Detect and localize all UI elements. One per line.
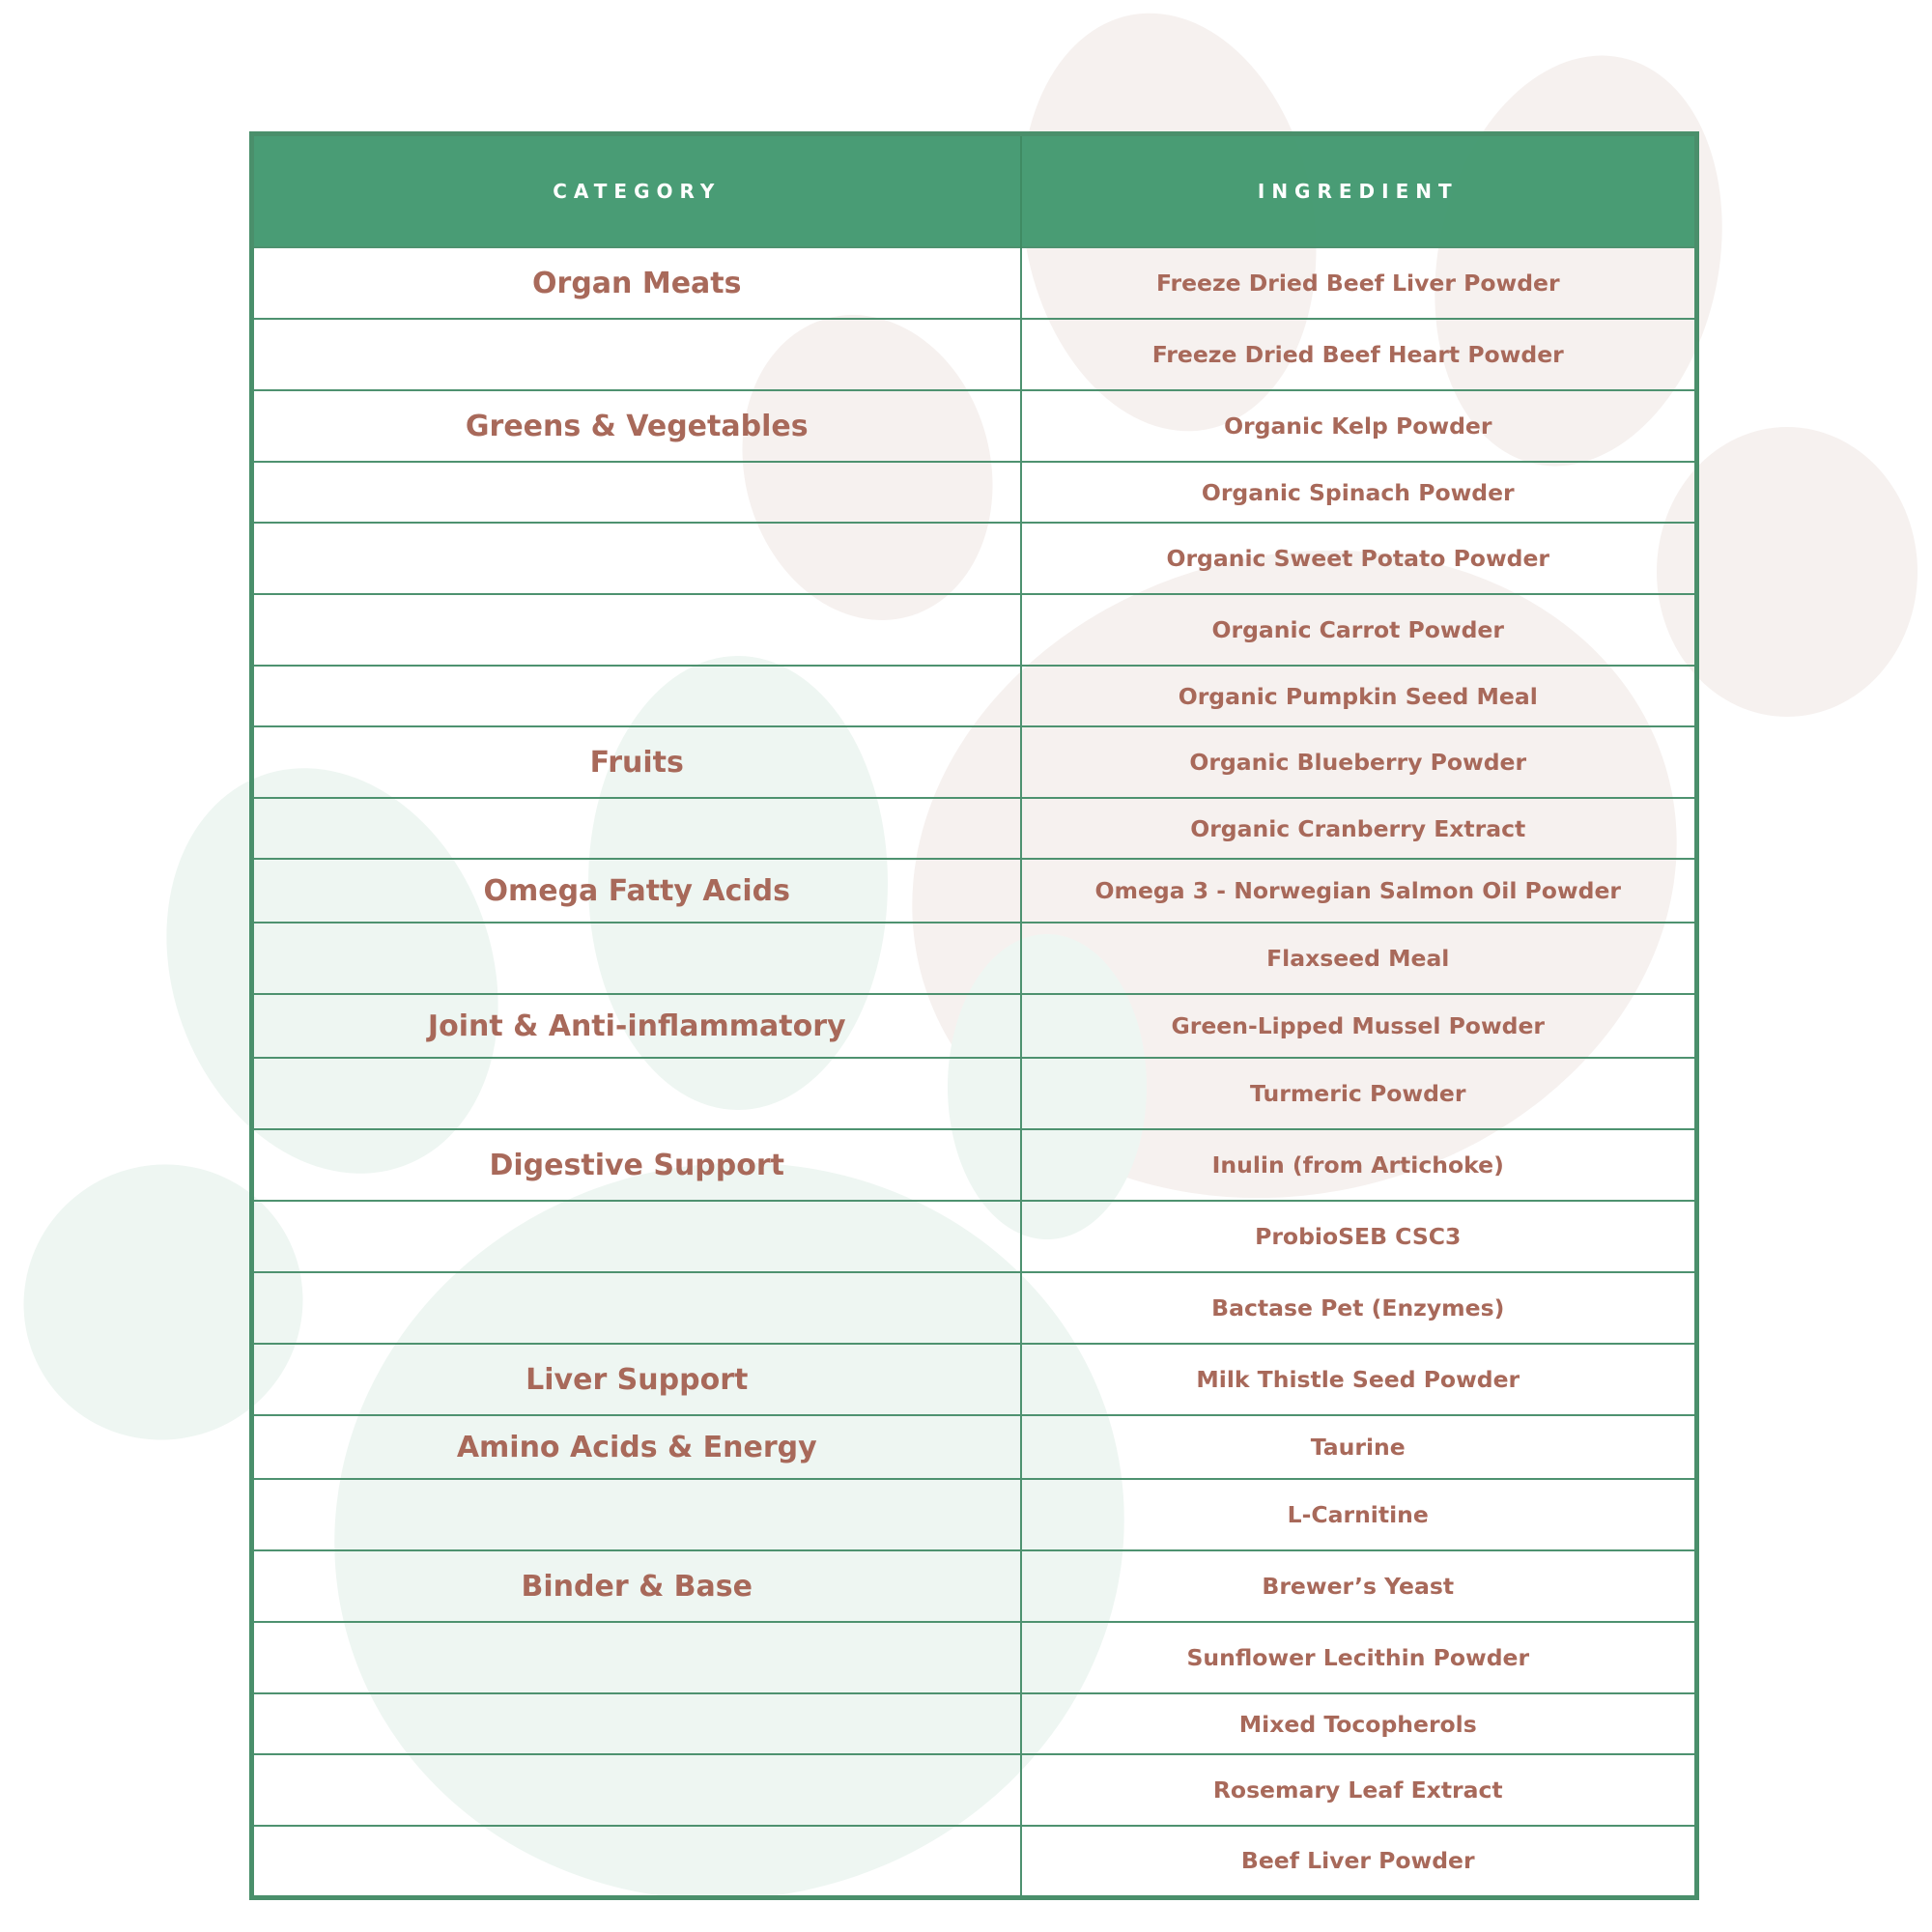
category-cell	[252, 798, 1021, 859]
ingredient-cell: L-Carnitine	[1021, 1479, 1697, 1550]
table-row	[252, 1272, 1697, 1344]
category-cell: Binder & Base	[252, 1550, 1021, 1622]
table-row	[252, 1826, 1697, 1897]
category-cell: Joint & Anti-inflammatory	[252, 994, 1021, 1058]
ingredient-cell: Organic Cranberry Extract	[1021, 798, 1697, 859]
table-row	[252, 462, 1697, 523]
table-row	[252, 1415, 1697, 1479]
table-row	[252, 1479, 1697, 1550]
table-row	[252, 994, 1697, 1058]
ingredient-cell: Organic Spinach Powder	[1021, 462, 1697, 523]
table-row	[252, 1129, 1697, 1201]
ingredient-table-container	[249, 131, 1694, 1900]
table-row	[252, 390, 1697, 462]
category-cell: Organ Meats	[252, 247, 1021, 319]
ingredient-cell: Mixed Tocopherols	[1021, 1693, 1697, 1754]
table-row	[252, 1058, 1697, 1129]
category-cell	[252, 666, 1021, 726]
ingredient-cell: Organic Pumpkin Seed Meal	[1021, 666, 1697, 726]
category-cell: Digestive Support	[252, 1129, 1021, 1201]
category-cell	[252, 1622, 1021, 1693]
ingredient-cell: Green-Lipped Mussel Powder	[1021, 994, 1697, 1058]
ingredient-cell: Flaxseed Meal	[1021, 923, 1697, 994]
category-cell	[252, 1826, 1021, 1897]
category-cell	[252, 1754, 1021, 1826]
category-cell	[252, 594, 1021, 666]
category-cell	[252, 462, 1021, 523]
category-cell	[252, 523, 1021, 594]
table-row	[252, 798, 1697, 859]
category-cell	[252, 923, 1021, 994]
ingredient-cell: ProbioSEB CSC3	[1021, 1201, 1697, 1272]
column-header-category: CATEGORY	[252, 134, 1021, 248]
ingredient-cell: Organic Sweet Potato Powder	[1021, 523, 1697, 594]
column-header-ingredient: INGREDIENT	[1021, 134, 1697, 248]
table-row	[252, 1550, 1697, 1622]
table-header	[252, 134, 1697, 248]
table-row	[252, 1201, 1697, 1272]
category-cell: Omega Fatty Acids	[252, 859, 1021, 923]
table-row	[252, 1622, 1697, 1693]
table-header-row	[252, 134, 1697, 248]
ingredient-cell: Omega 3 - Norwegian Salmon Oil Powder	[1021, 859, 1697, 923]
ingredient-cell: Bactase Pet (Enzymes)	[1021, 1272, 1697, 1344]
ingredient-cell: Rosemary Leaf Extract	[1021, 1754, 1697, 1826]
category-cell	[252, 1272, 1021, 1344]
ingredient-cell: Milk Thistle Seed Powder	[1021, 1344, 1697, 1415]
table-row	[252, 1344, 1697, 1415]
category-cell	[252, 1479, 1021, 1550]
category-cell	[252, 1201, 1021, 1272]
table-row	[252, 1693, 1697, 1754]
table-row	[252, 523, 1697, 594]
ingredient-cell: Brewer’s Yeast	[1021, 1550, 1697, 1622]
category-cell	[252, 1058, 1021, 1129]
category-cell	[252, 319, 1021, 390]
ingredient-cell: Beef Liver Powder	[1021, 1826, 1697, 1897]
table-row	[252, 594, 1697, 666]
ingredient-cell: Turmeric Powder	[1021, 1058, 1697, 1129]
ingredient-cell: Organic Carrot Powder	[1021, 594, 1697, 666]
category-cell: Amino Acids & Energy	[252, 1415, 1021, 1479]
ingredient-table	[249, 131, 1699, 1900]
category-cell: Fruits	[252, 726, 1021, 798]
table-row	[252, 726, 1697, 798]
table-body	[252, 247, 1697, 1897]
table-row	[252, 319, 1697, 390]
table-row	[252, 666, 1697, 726]
table-row	[252, 247, 1697, 319]
table-row	[252, 923, 1697, 994]
category-cell: Liver Support	[252, 1344, 1021, 1415]
ingredient-cell: Inulin (from Artichoke)	[1021, 1129, 1697, 1201]
category-cell: Greens & Vegetables	[252, 390, 1021, 462]
ingredient-cell: Sunflower Lecithin Powder	[1021, 1622, 1697, 1693]
category-cell	[252, 1693, 1021, 1754]
table-row	[252, 1754, 1697, 1826]
ingredient-cell: Taurine	[1021, 1415, 1697, 1479]
ingredient-cell: Freeze Dried Beef Heart Powder	[1021, 319, 1697, 390]
ingredient-cell: Organic Blueberry Powder	[1021, 726, 1697, 798]
ingredient-cell: Organic Kelp Powder	[1021, 390, 1697, 462]
ingredient-cell: Freeze Dried Beef Liver Powder	[1021, 247, 1697, 319]
table-row	[252, 859, 1697, 923]
